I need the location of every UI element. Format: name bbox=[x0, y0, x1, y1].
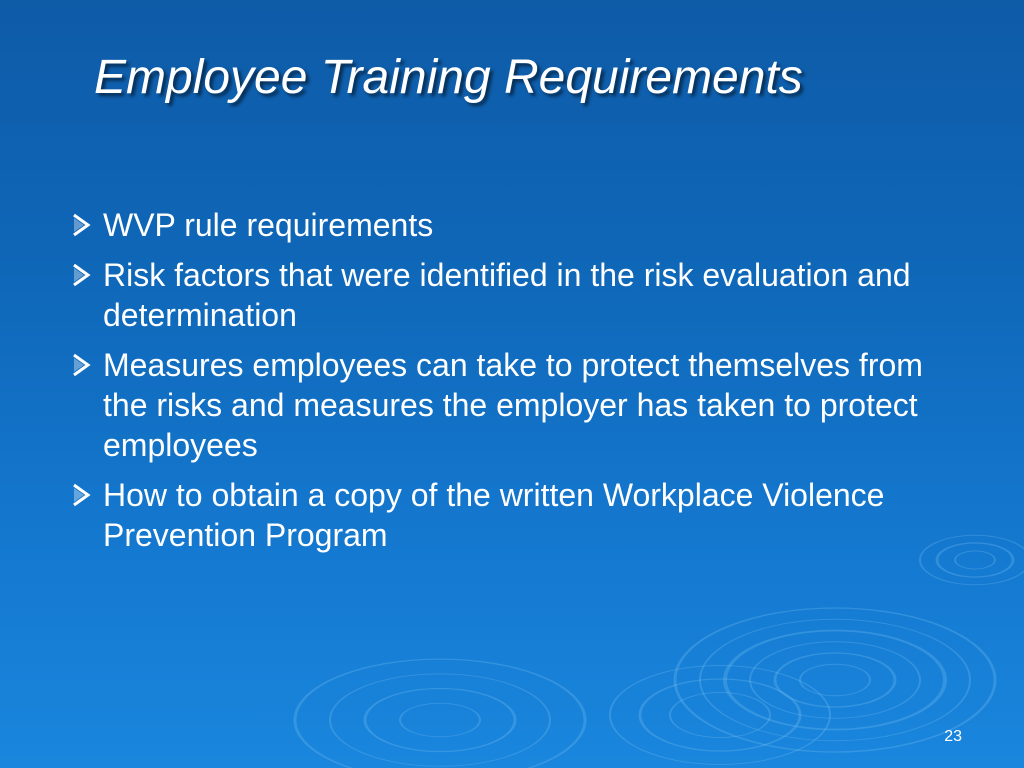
bullet-text: Measures employees can take to protect themselves from the risks and measures the employer has taken to protect employees bbox=[103, 347, 923, 463]
bullet-item bbox=[66, 205, 936, 245]
bullet-item bbox=[66, 345, 936, 465]
bullet-text: How to obtain a copy of the written Workplace Violence Prevention Program bbox=[103, 477, 885, 553]
arrow-bullet-icon bbox=[66, 345, 96, 385]
slide-title: Employee Training Requirements bbox=[94, 51, 803, 104]
bullet-item bbox=[66, 475, 936, 555]
arrow-bullet-icon bbox=[66, 255, 96, 295]
bullet-text: Risk factors that were identified in the risk evaluation and determination bbox=[103, 257, 911, 333]
bullet-list bbox=[66, 205, 936, 565]
bullet-item bbox=[66, 255, 936, 335]
bullet-text: WVP rule requirements bbox=[103, 207, 434, 243]
arrow-bullet-icon bbox=[66, 475, 96, 515]
page-number: 23 bbox=[944, 728, 962, 745]
arrow-bullet-icon bbox=[66, 205, 96, 245]
